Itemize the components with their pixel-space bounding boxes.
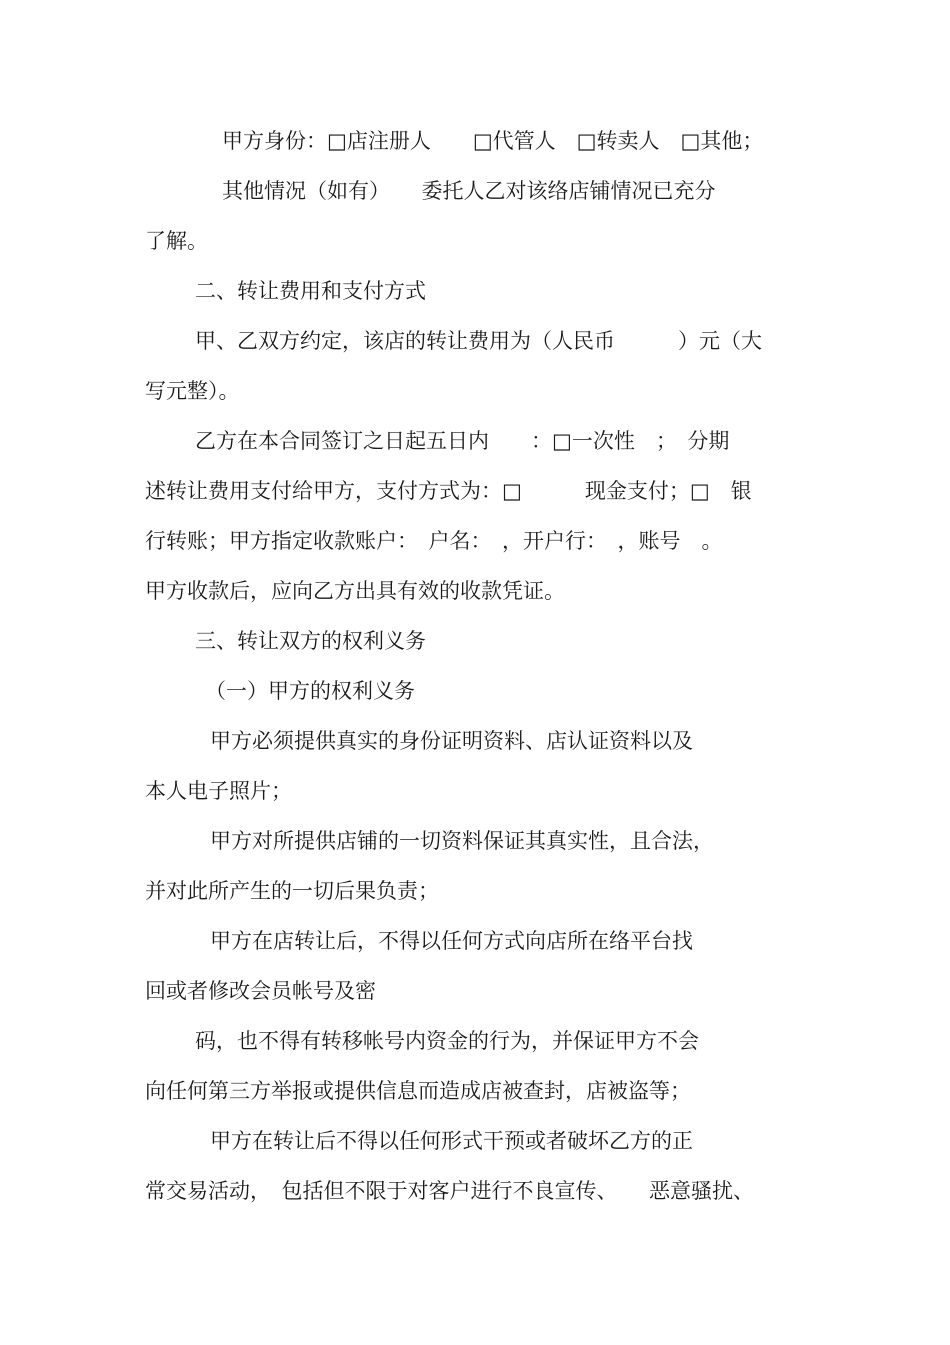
other-situation-line: 其他情况（如有） 委托人乙对该络店铺情况已充分	[222, 179, 716, 203]
section-3-heading: 三、转让双方的权利义务	[195, 629, 426, 653]
clause-identity-docs-line: 甲方必须提供真实的身份证明资料、店认证资料以及	[210, 729, 693, 753]
clause-no-retrieve-line: 甲方在店转让后，不得以任何方式向店所在络平台找	[210, 929, 693, 953]
payment-method-line: 述转让费用支付给甲方，支付方式为：□ 现金支付；□ 银	[145, 479, 752, 503]
clause-no-interference-line: 甲方在转让后不得以任何形式干预或者破坏乙方的正	[210, 1129, 693, 1153]
payment-term-line: 乙方在本合同签订之日起五日内 ：□一次性 ； 分期	[195, 429, 730, 453]
transfer-fee-line: 甲、乙双方约定，该店的转让费用为（人民币 ）元（大	[195, 329, 762, 353]
bank-account-line: 行转账；甲方指定收款账户： 户名： ，开户行： ，账号 。	[145, 529, 723, 553]
clause-no-interference-cont: 常交易活动， 包括但不限于对客户进行不良宣传、 恶意骚扰、	[145, 1179, 754, 1203]
clause-no-transfer-funds-line: 码，也不得有转移帐号内资金的行为，并保证甲方不会	[195, 1029, 699, 1053]
clause-identity-docs-cont: 本人电子照片；	[145, 779, 292, 803]
clause-no-report-line: 向任何第三方举报或提供信息而造成店被查封，店被盗等；	[145, 1079, 691, 1103]
party-a-identity-line: 甲方身份：□店注册人 □代管人 □转卖人 □其他；	[222, 129, 764, 153]
understood-line: 了解。	[145, 229, 208, 253]
clause-authenticity-cont: 并对此所产生的一切后果负责；	[145, 879, 439, 903]
amount-in-words-line: 写元整）。	[145, 379, 240, 403]
clause-no-retrieve-cont: 回或者修改会员帐号及密	[145, 979, 376, 1003]
clause-authenticity-line: 甲方对所提供店铺的一切资料保证其真实性，且合法，	[210, 829, 714, 853]
receipt-line: 甲方收款后，应向乙方出具有效的收款凭证。	[145, 579, 565, 603]
subsection-1-heading: （一）甲方的权利义务	[205, 679, 415, 703]
section-2-heading: 二、转让费用和支付方式	[195, 279, 426, 303]
